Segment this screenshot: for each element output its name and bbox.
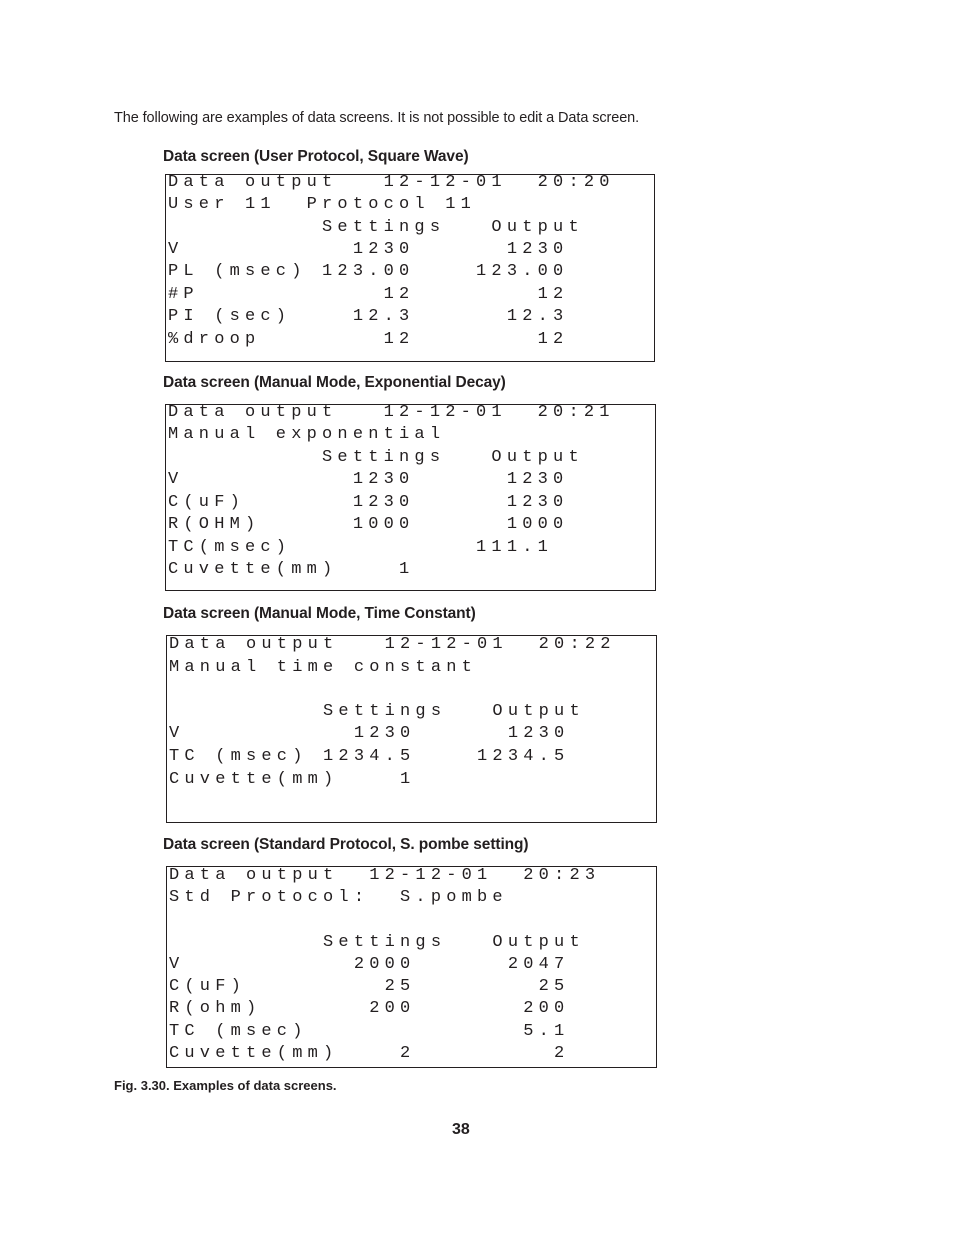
screen-line: %droop 12 12	[168, 330, 569, 349]
section-heading: Data screen (Standard Protocol, S. pombe setting)	[163, 836, 529, 853]
data-screen	[165, 174, 655, 362]
intro-text: The following are examples of data screens. It is not possible to edit a Data screen.	[114, 110, 640, 126]
section-heading: Data screen (User Protocol, Square Wave)	[163, 148, 469, 165]
screen-line: #P 12 12	[168, 285, 569, 304]
screen-line: TC (msec) 5.1	[169, 1022, 570, 1041]
data-screen	[166, 635, 657, 823]
screen-line: V 2000 2047	[169, 955, 570, 974]
screen-line: C(uF) 1230 1230	[168, 493, 569, 512]
section-heading: Data screen (Manual Mode, Time Constant)	[163, 605, 476, 622]
data-screen	[165, 404, 656, 591]
screen-line: Cuvette(mm) 1	[169, 770, 416, 789]
screen-line: Settings Output	[169, 933, 585, 952]
screen-line: TC (msec) 1234.5 1234.5	[169, 747, 570, 766]
screen-line: PI (sec) 12.3 12.3	[168, 307, 569, 326]
screen-line: Settings Output	[169, 702, 585, 721]
screen-line: User 11 Protocol 11	[168, 195, 477, 214]
screen-line: Cuvette(mm) 1	[168, 560, 415, 579]
page-number: 38	[452, 1121, 470, 1138]
screen-line: Manual exponential	[168, 425, 446, 444]
screen-line: Data output 12-12-01 20:22	[169, 635, 616, 654]
screen-line: Data output 12-12-01 20:21	[168, 403, 615, 422]
screen-line: C(uF) 25 25	[169, 977, 570, 996]
data-screen	[166, 866, 657, 1068]
section-heading: Data screen (Manual Mode, Exponential Decay)	[163, 374, 506, 391]
screen-line: Settings Output	[168, 218, 584, 237]
screen-line: Settings Output	[168, 448, 584, 467]
screen-line: Cuvette(mm) 2 2	[169, 1044, 570, 1063]
screen-line: V 1230 1230	[169, 724, 570, 743]
screen-line: Data output 12-12-01 20:20	[168, 173, 615, 192]
screen-line: Manual time constant	[169, 658, 478, 677]
screen-line: R(ohm) 200 200	[169, 999, 570, 1018]
screen-line: R(OHM) 1000 1000	[168, 515, 569, 534]
screen-line: V 1230 1230	[168, 240, 569, 259]
screen-line: PL (msec) 123.00 123.00	[168, 262, 569, 281]
screen-line: V 1230 1230	[168, 470, 569, 489]
screen-line: Data output 12-12-01 20:23	[169, 866, 601, 885]
screen-line: Std Protocol: S.pombe	[169, 888, 508, 907]
figure-caption: Fig. 3.30. Examples of data screens.	[114, 1078, 337, 1093]
screen-line: TC(msec) 111.1	[168, 538, 554, 557]
